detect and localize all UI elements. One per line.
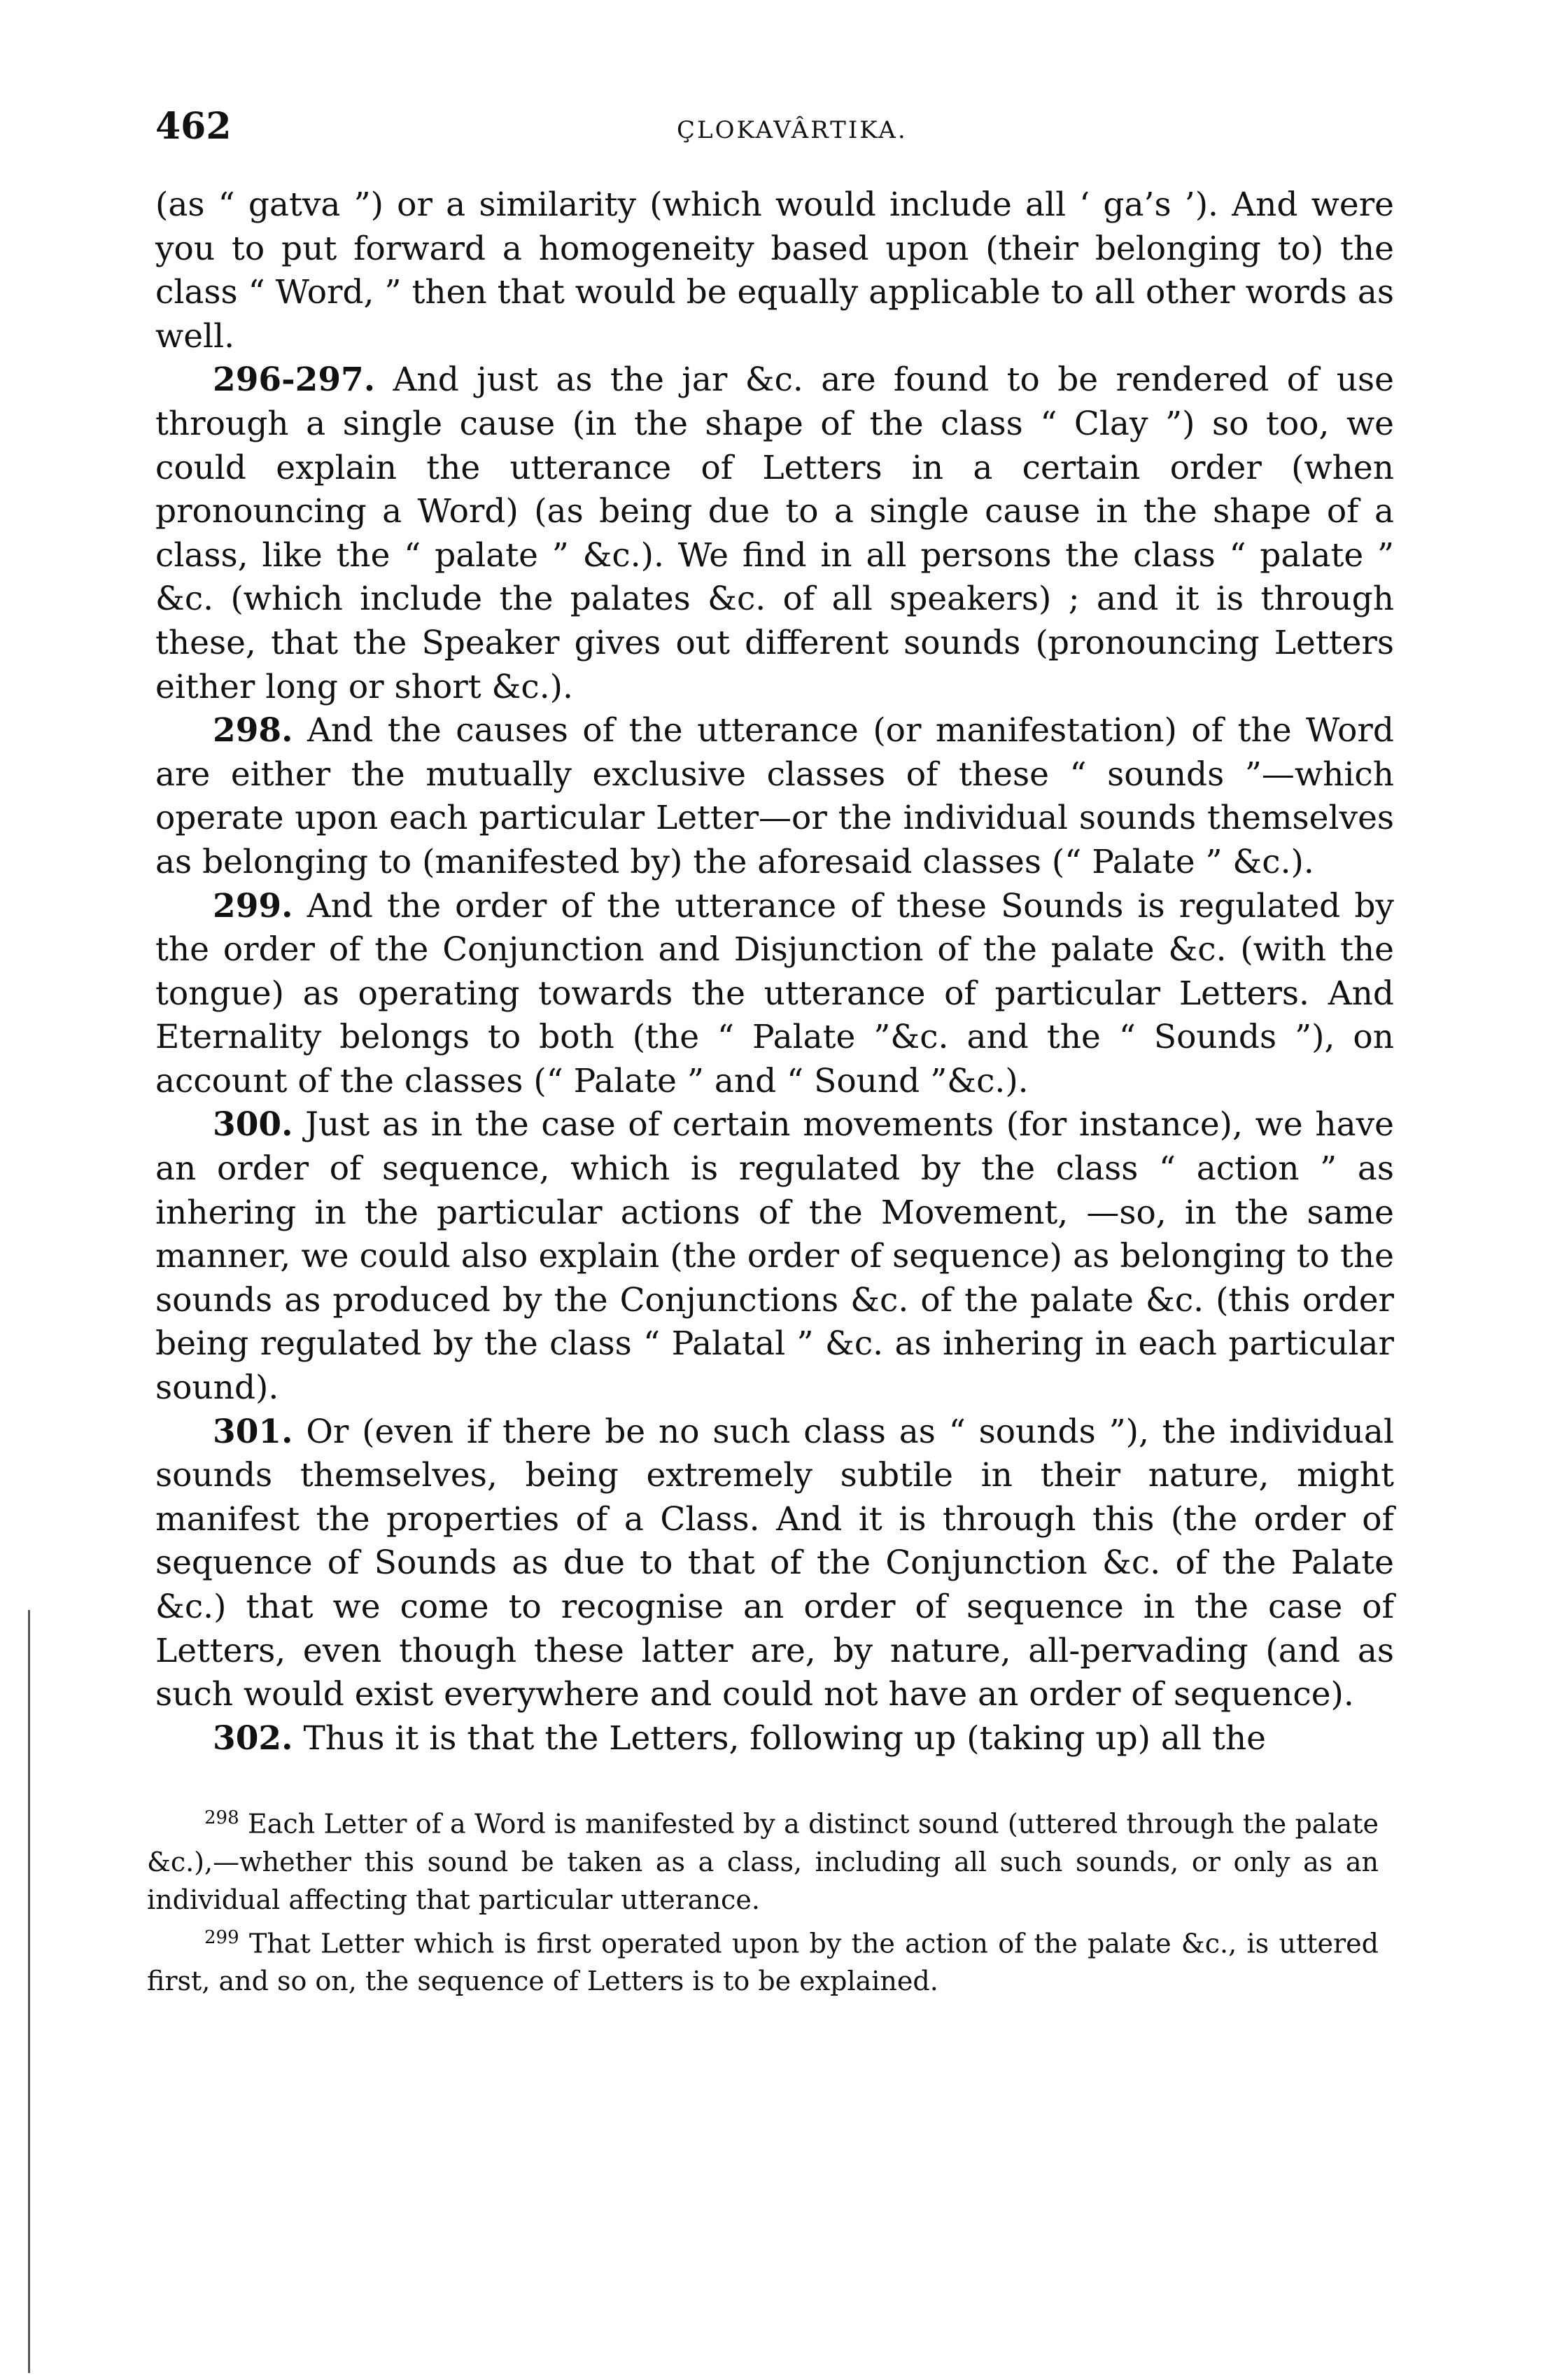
verse-number: 300.	[213, 1105, 293, 1144]
footnote-number: 299	[204, 1926, 239, 1948]
paragraph-text: And the causes of the utterance (or manifestation) of the Word are either the mutually exclusive classes of these “ sounds ”—which operate upon each particular Letter—or the individual sounds themselves as belonging to (manifested by) the aforesaid classes (“ Palate ” &c.).	[155, 711, 1394, 881]
paragraph-text: Thus it is that the Letters, following up (taking up) all the	[303, 1718, 1266, 1758]
paragraph-text: And just as the jar &c. are found to be rendered of use through a single cause (in the shape of the class “ Clay ”) so too, we could explain the utterance of Letters in a certain order (when pronouncing a Word) (as being due to a single cause in the shape of a class, like the “ palate ” &c.). We find in all persons the class “ palate ” &c. (which include the palates &c. of all speakers) ; and it is through these, that the Speaker gives out different sounds (pronouncing Letters either long or short &c.).	[155, 360, 1394, 706]
verse-number: 302.	[213, 1718, 293, 1758]
paragraph-299	[155, 885, 1394, 1104]
verse-number: 298.	[213, 711, 293, 750]
footnote-298	[147, 1799, 1379, 1919]
paragraph-text: And the order of the utterance of these Sounds is regulated by the order of the Conjunction and Disjunction of the palate &c. (with the tongue) as operating towards the utterance of particular Letters. And Eternality belongs to both (the “ Palate ”&c. and the “ Sounds ”), on account of the classes (“ Palate ” and “ Sound ”&c.).	[155, 886, 1394, 1100]
page-number: 462	[155, 105, 232, 148]
footnote-text: That Letter which is first operated upon by the action of the palate &c., is uttered first, and so on, the sequence of Letters is to be explained.	[147, 1928, 1379, 1997]
main-text	[155, 183, 1394, 1760]
paragraph-301	[155, 1410, 1394, 1717]
paragraph-302	[155, 1717, 1394, 1761]
paragraph-300	[155, 1103, 1394, 1410]
paragraph-text: Or (even if there be no such class as “ sounds ”), the individual sounds themselves, being extremely subtile in their nature, might manifest the properties of a Class. And it is through this (the order of sequence of Sounds as due to that of the Conjunction &c. of the Palate &c.) that we come to recognise an order of sequence in the case of Letters, even though these latter are, by nature, all-pervading (and as such would exist everywhere and could not have an order of sequence).	[155, 1412, 1394, 1714]
paragraph-298	[155, 709, 1394, 884]
verse-number: 301.	[213, 1412, 293, 1451]
paragraph-text: Just as in the case of certain movements (for instance), we have an order of sequence, which is regulated by the class “ action ” as inhering in the particular actions of the Movement, —so, in the same manner, we could also explain (the order of sequence) as belonging to the sounds as produced by the Conjunctions &c. of the palate &c. (this order being regulated by the class “ Palatal ” &c. as inhering in each particular sound).	[155, 1105, 1394, 1408]
paragraph-296-297	[155, 358, 1394, 709]
footnote-text: Each Letter of a Word is manifested by a distinct sound (uttered through the palate &c.),—whether this sound be taken as a class, including all such sounds, or only as an individual affecting that particular utterance.	[147, 1808, 1379, 1915]
footnote-number: 298	[204, 1807, 239, 1828]
footnotes	[147, 1799, 1379, 2000]
running-title: ÇLOKAVÂRTIKA.	[677, 116, 908, 144]
verse-number: 296-297.	[213, 360, 376, 400]
page-header	[155, 105, 1387, 154]
paragraph-continued: (as “ gatva ”) or a similarity (which would include all ‘ ga’s ’). And were you to put forward a homogeneity based upon (their belonging to) the class “ Word, ” then that would be equally applicable to all other words as well.	[155, 186, 1394, 356]
footnote-299	[147, 1919, 1379, 2001]
scan-edge-line	[28, 1610, 30, 2373]
verse-number: 299.	[213, 886, 293, 925]
